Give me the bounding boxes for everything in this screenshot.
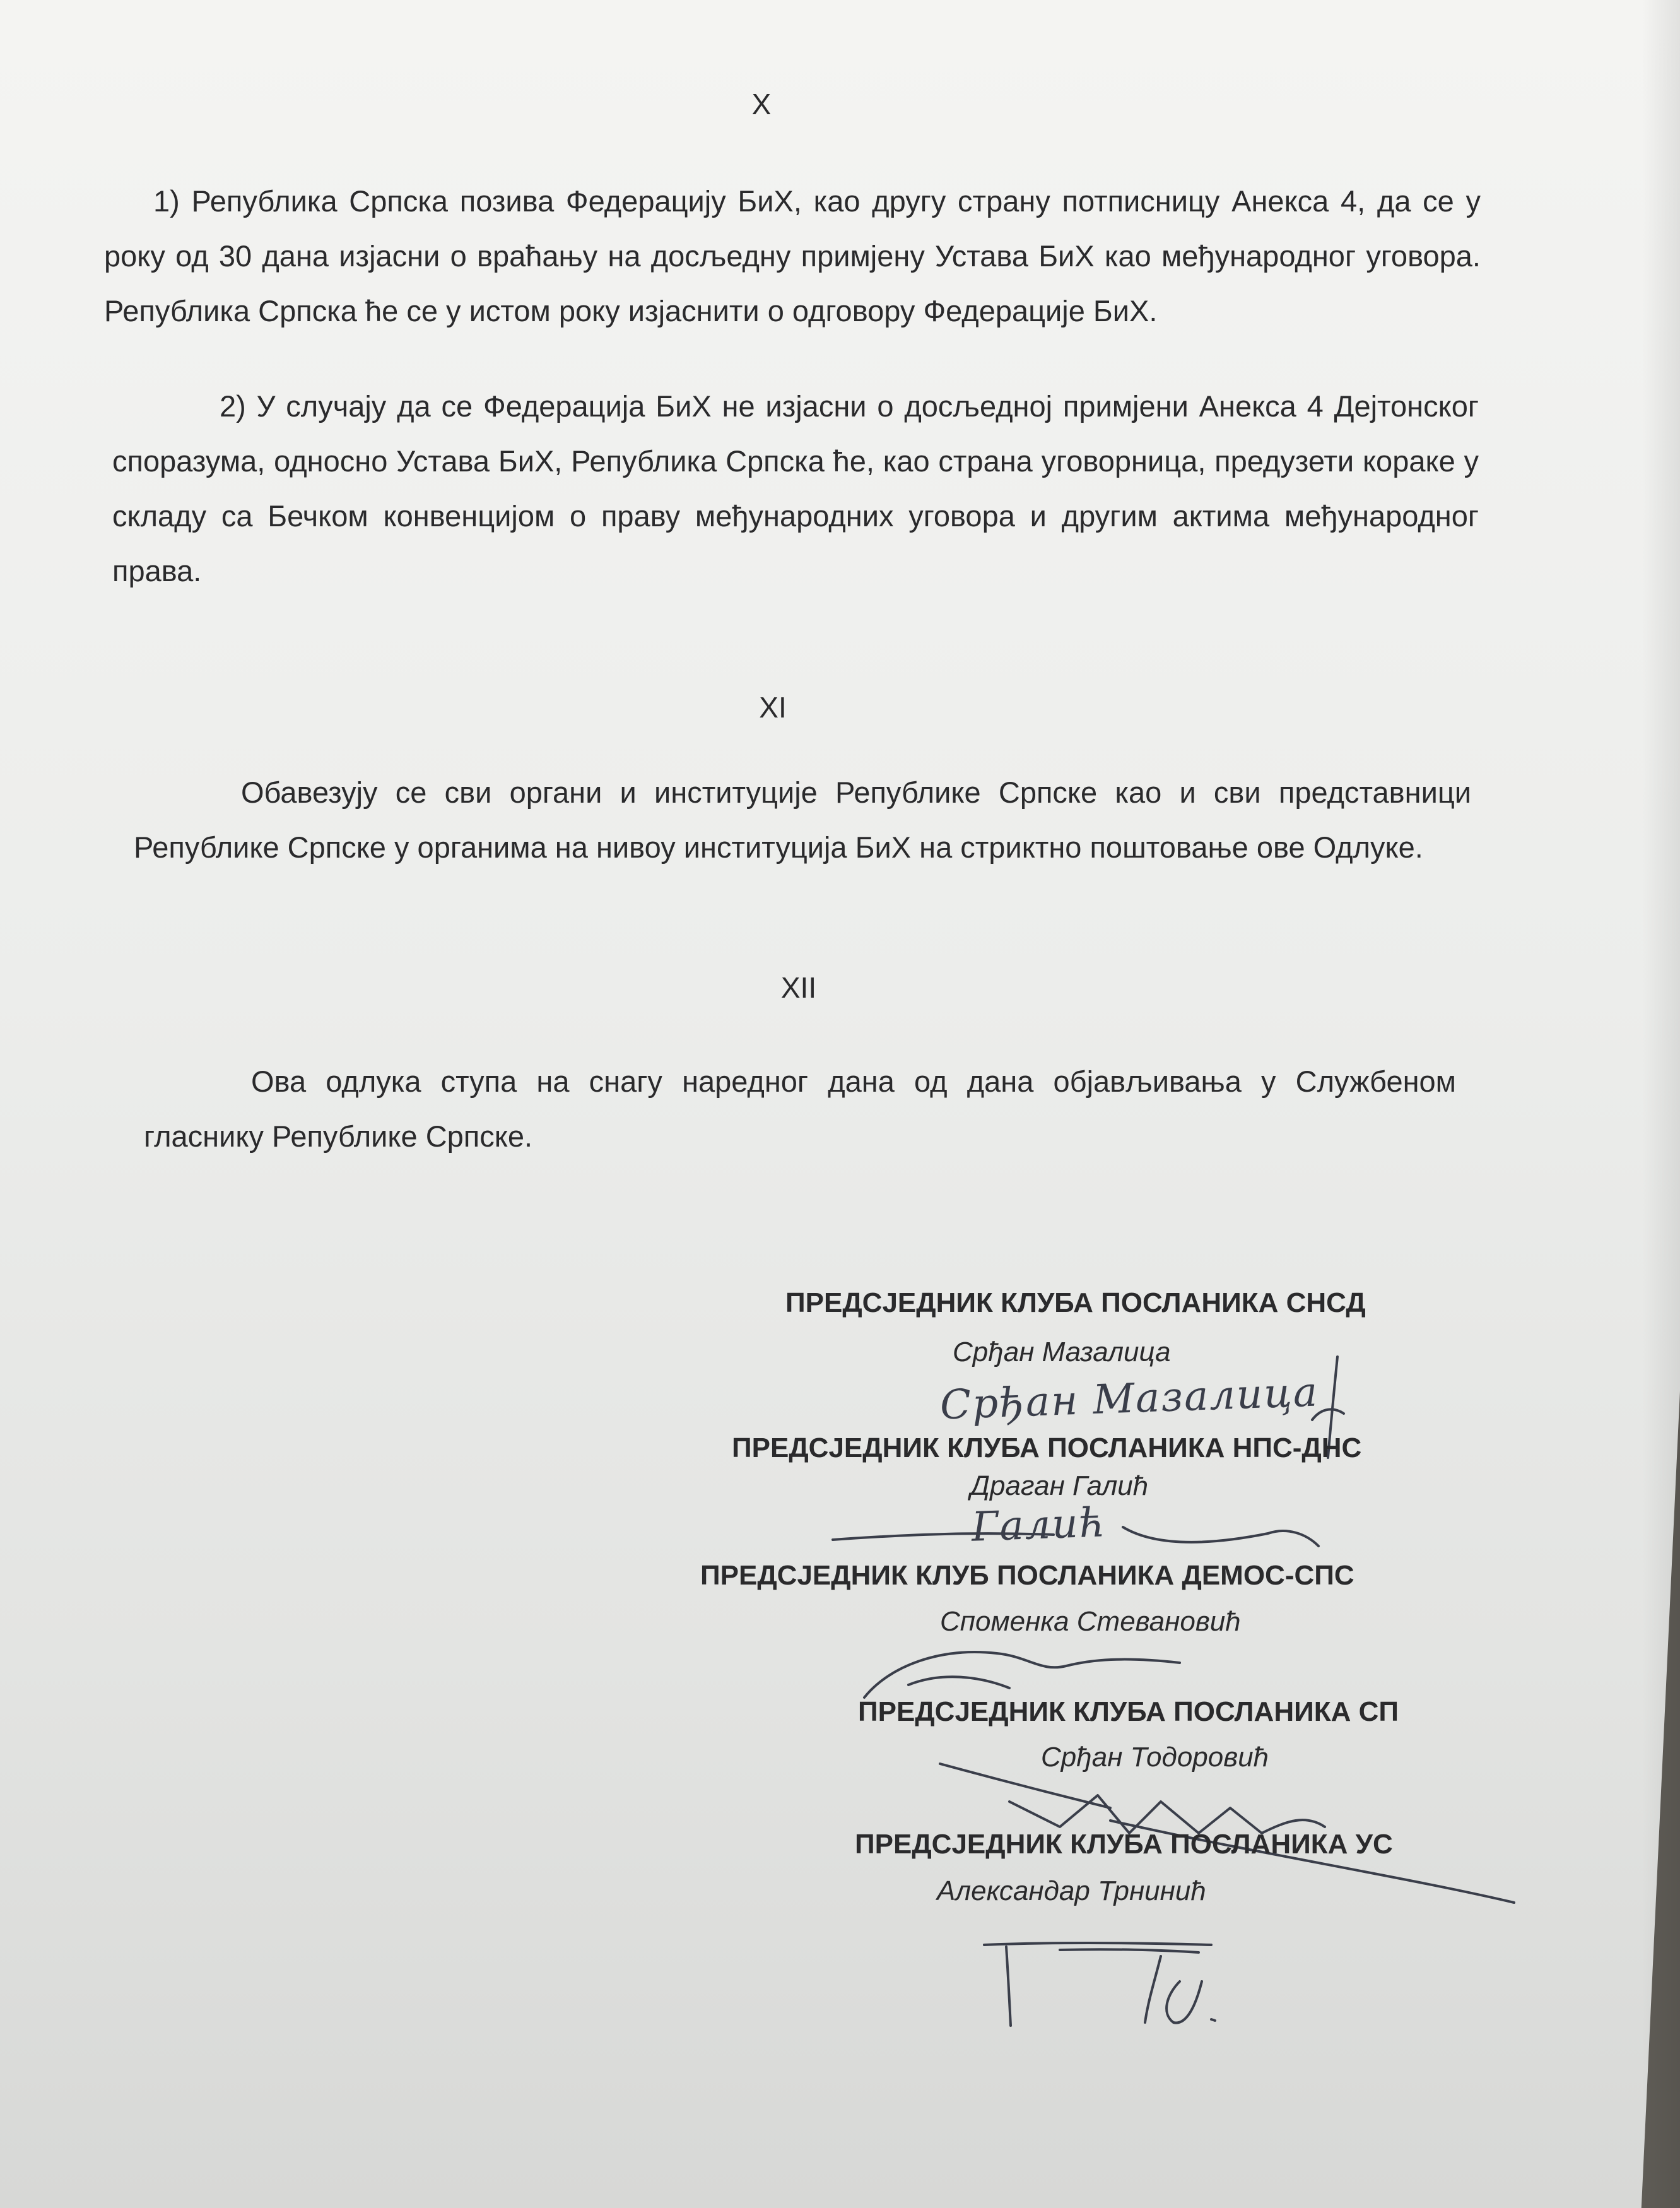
signatory-4-name: Срђан Тодоровић xyxy=(1041,1742,1269,1773)
signatory-2-title: ПРЕДСЈЕДНИК КЛУБА ПОСЛАНИКА НПС-ДНС xyxy=(732,1432,1362,1463)
section-number-xi: XI xyxy=(759,691,787,724)
section-xii-paragraph: Ова одлука ступа на снагу наредног дана од дана објављивања у Службеном гласнику Републике Српске. xyxy=(144,1065,1456,1153)
signatory-5-signature-stroke xyxy=(972,1931,1237,2038)
section-number-xii: XII xyxy=(780,971,817,1004)
signatory-1-title: ПРЕДСЈЕДНИК КЛУБА ПОСЛАНИКА СНСД xyxy=(785,1287,1366,1318)
signatory-1-name: Срђан Мазалица xyxy=(953,1337,1171,1367)
signatory-3-name: Споменка Стевановић xyxy=(940,1606,1241,1637)
section-number-x: X xyxy=(751,88,772,121)
page-edge-shadow xyxy=(1642,0,1680,2208)
signatory-3-title: ПРЕДСЈЕДНИК КЛУБ ПОСЛАНИКА ДЕМОС-СПС xyxy=(700,1560,1354,1591)
section-x-paragraph-1: 1) Република Српска позива Федерацију БиХ, као другу страну потписницу Анекса 4, да се у року од 30 дана изјасни о враћању на досљедну примјену Устава БиХ као међународног уговора. Република Српска ће се у истом року изјаснити о одговору Федерације БиХ. xyxy=(104,184,1481,328)
signatory-1-signature: Срђан Мазалица xyxy=(939,1369,1320,1429)
signatory-4-title: ПРЕДСЈЕДНИК КЛУБА ПОСЛАНИКА СП xyxy=(858,1696,1399,1727)
signatory-2-name: Драган Галић xyxy=(970,1470,1149,1501)
section-xi-paragraph: Обавезују се сви органи и институције Републике Српске као и сви представници Републике Српске у органима на нивоу институција БиХ на стриктно поштовање ове Одлуке. xyxy=(134,776,1471,864)
signatory-5-name: Александар Трнинић xyxy=(937,1875,1206,1906)
section-x-paragraph-2: 2) У случају да се Федерација БиХ не изјасни о досљедној примјени Анекса 4 Дејтонског споразума, односно Устава БиХ, Република Српска ће, као страна уговорница, предузети кораке у складу са Бечком конвенцијом о праву међународних уговора и другим актима међународног права. xyxy=(112,389,1479,587)
signatory-5-title: ПРЕДСЈЕДНИК КЛУБА ПОСЛАНИКА УС xyxy=(855,1829,1393,1860)
signatory-2-signature: Галић xyxy=(970,1499,1107,1551)
